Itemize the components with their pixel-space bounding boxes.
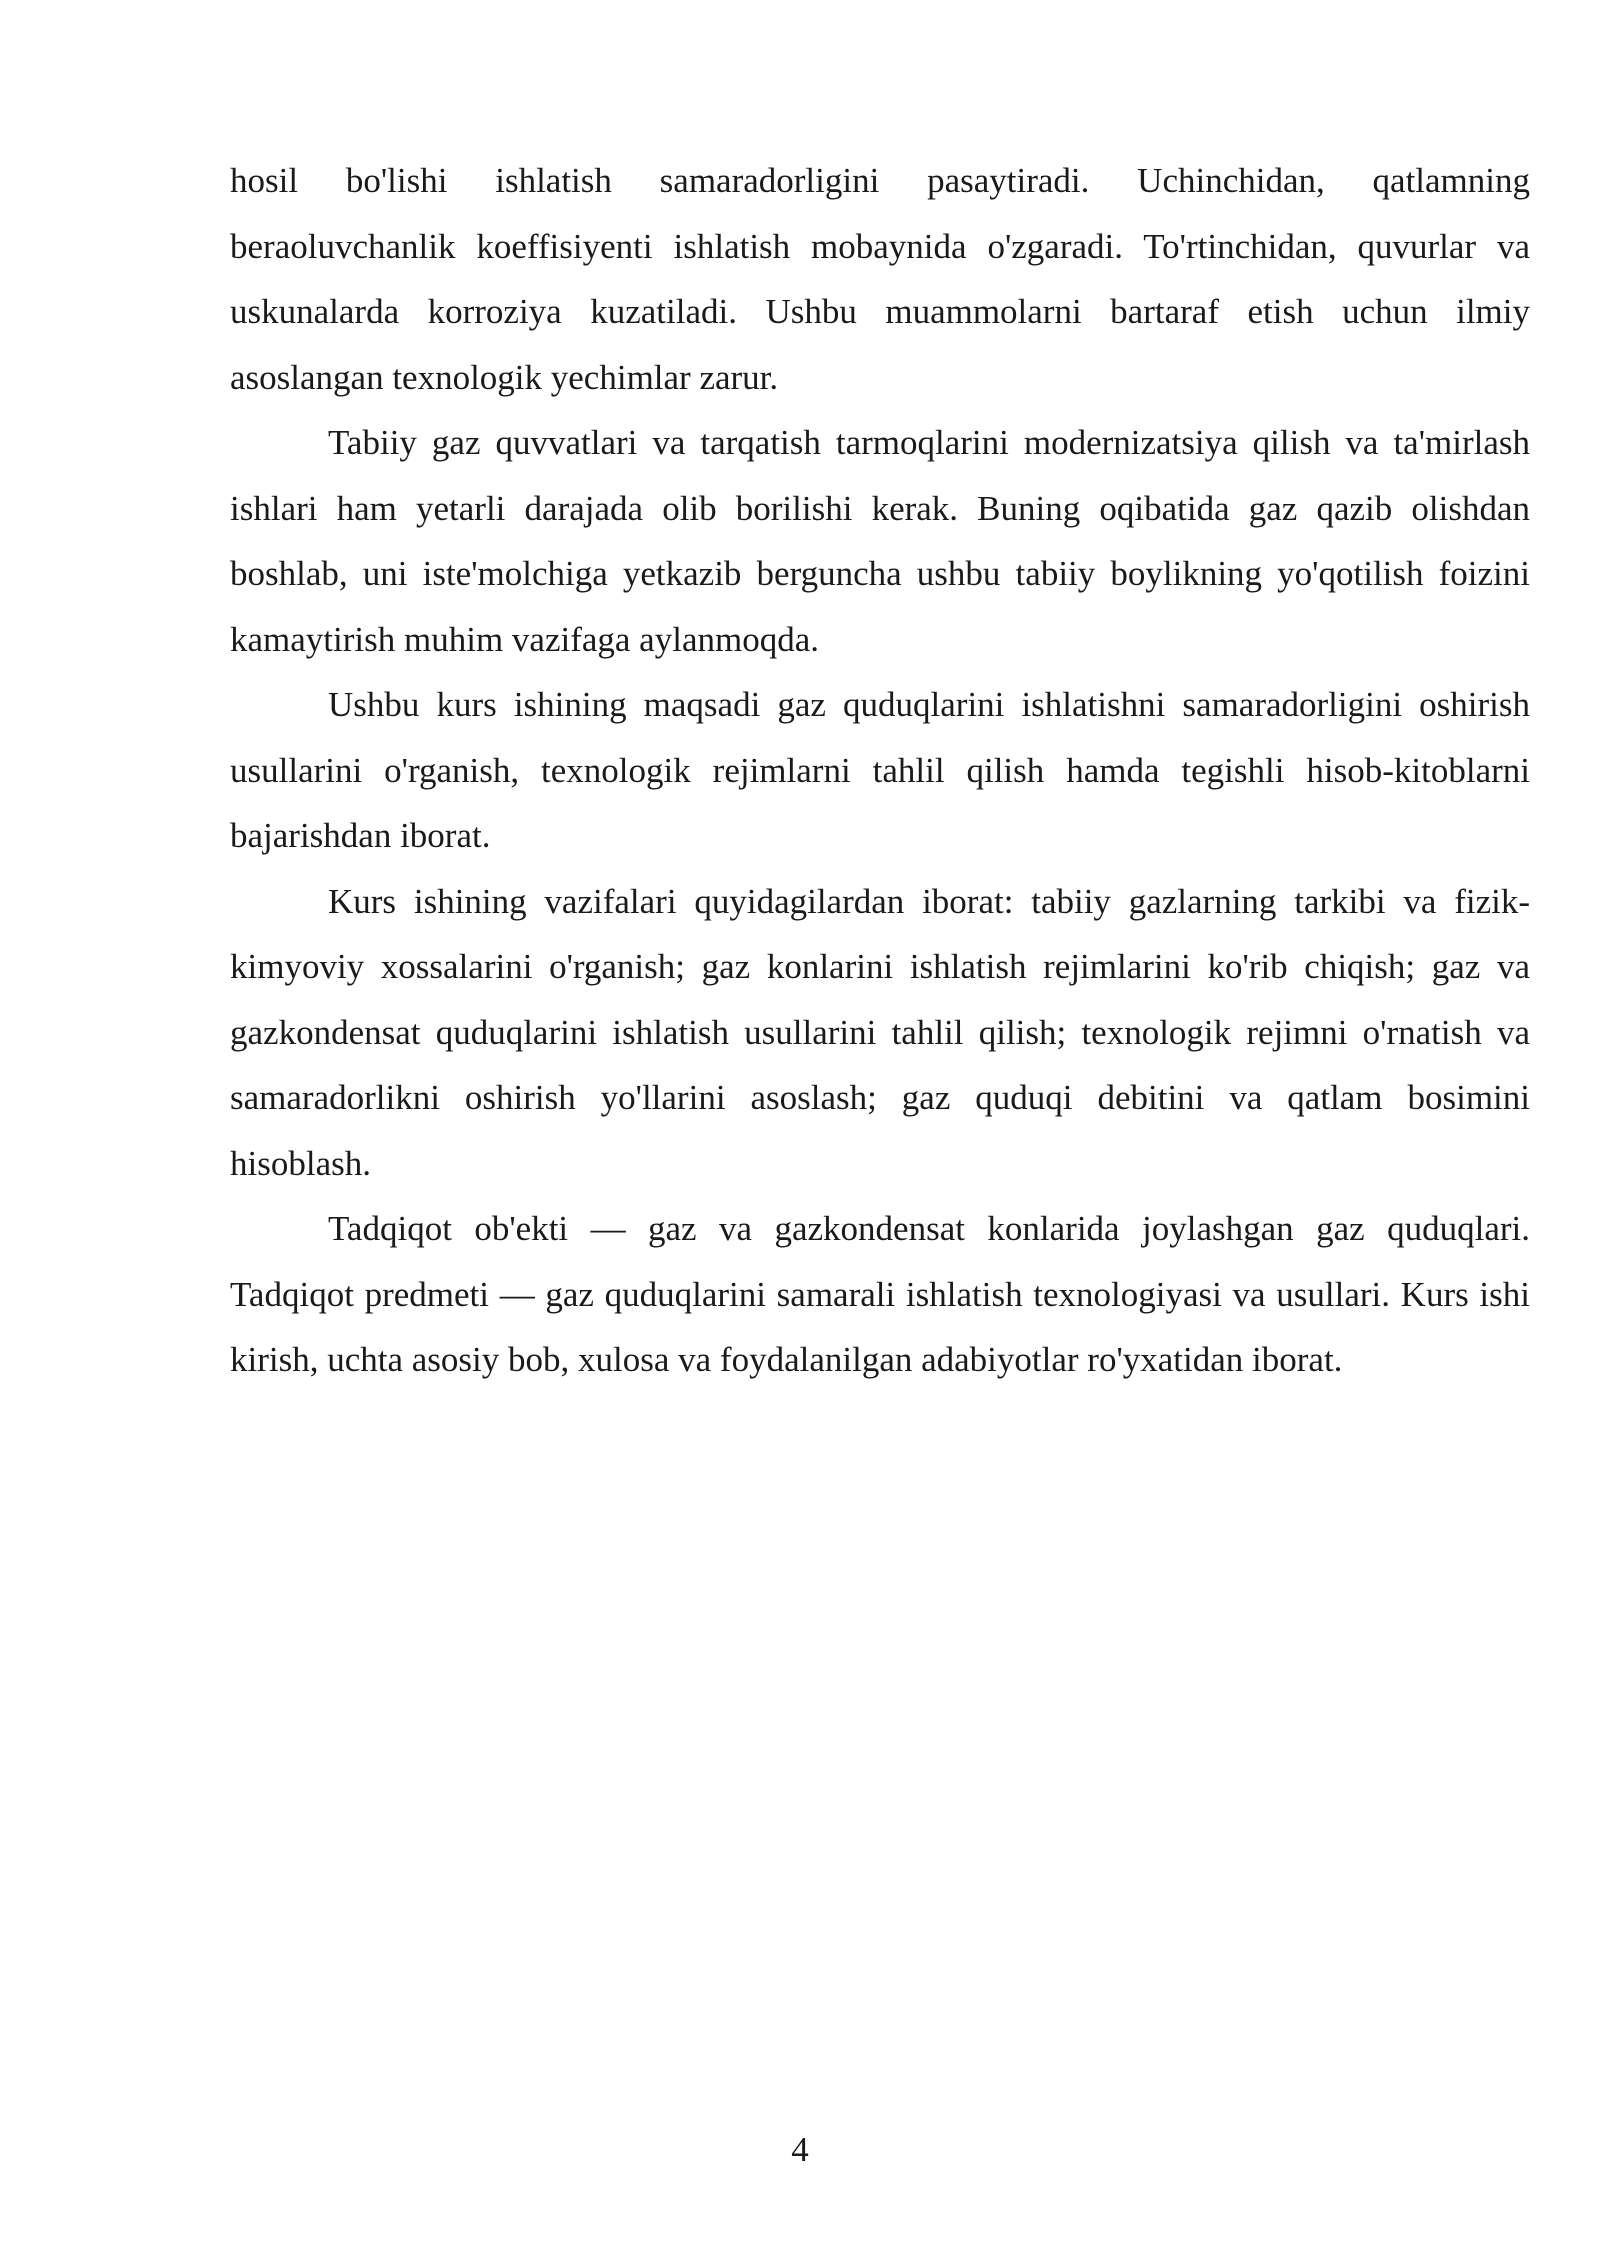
paragraph: Kurs ishining vazifalari quyidagilardan iborat: tabiiy gazlarning tarkibi va fizik-kimyoviy xossalarini o'rganish; gaz konlarini ishlatish rejimlarini ko'rib chiqish; gaz va gazkondensat quduqlarini ishlatish usullarini tahlil qilish; texnologik rejimni o'rnatish va samaradorlikni oshirish yo'llarini asoslash; gaz quduqi debitini va qatlam bosimini hisoblash. (230, 881, 1530, 1183)
paragraph: Tadqiqot ob'ekti — gaz va gazkondensat konlarida joylashgan gaz quduqlari. Tadqiqot predmeti — gaz quduqlarini samarali ishlatish texnologiyasi va usullari. Kurs ishi kirish, uchta asosiy bob, xulosa va foydalanilgan adabiyotlar ro'yxatidan iborat. (230, 1209, 1530, 1379)
paragraph: Ushbu kurs ishining maqsadi gaz quduqlarini ishlatishni samaradorligini oshirish usullarini o'rganish, texnologik rejimlarni tahlil qilish hamda tegishli hisob-kitoblarni bajarishdan iborat. (230, 685, 1530, 855)
paragraph: Tabiiy gaz quvvatlari va tarqatish tarmoqlarini modernizatsiya qilish va ta'mirlash ishlari ham yetarli darajada olib borilishi kerak. Buning oqibatida gaz qazib olishdan boshlab, uni iste'molchiga yetkazib berguncha ushbu tabiiy boylikning yo'qotilish foizini kamaytirish muhim vazifaga aylanmoqda. (230, 423, 1530, 659)
body-text (230, 148, 1530, 1393)
page-number: 4 (791, 2130, 809, 2169)
paragraph-continued: hosil bo'lishi ishlatish samaradorligini pasaytiradi. Uchinchidan, qatlamning beraoluvchanlik koeffisiyenti ishlatish mobaynida o'zgaradi. To'rtinchidan, quvurlar va uskunalarda korroziya kuzatiladi. Ushbu muammolarni bartaraf etish uchun ilmiy asoslangan texnologik yechimlar zarur. (230, 161, 1530, 397)
